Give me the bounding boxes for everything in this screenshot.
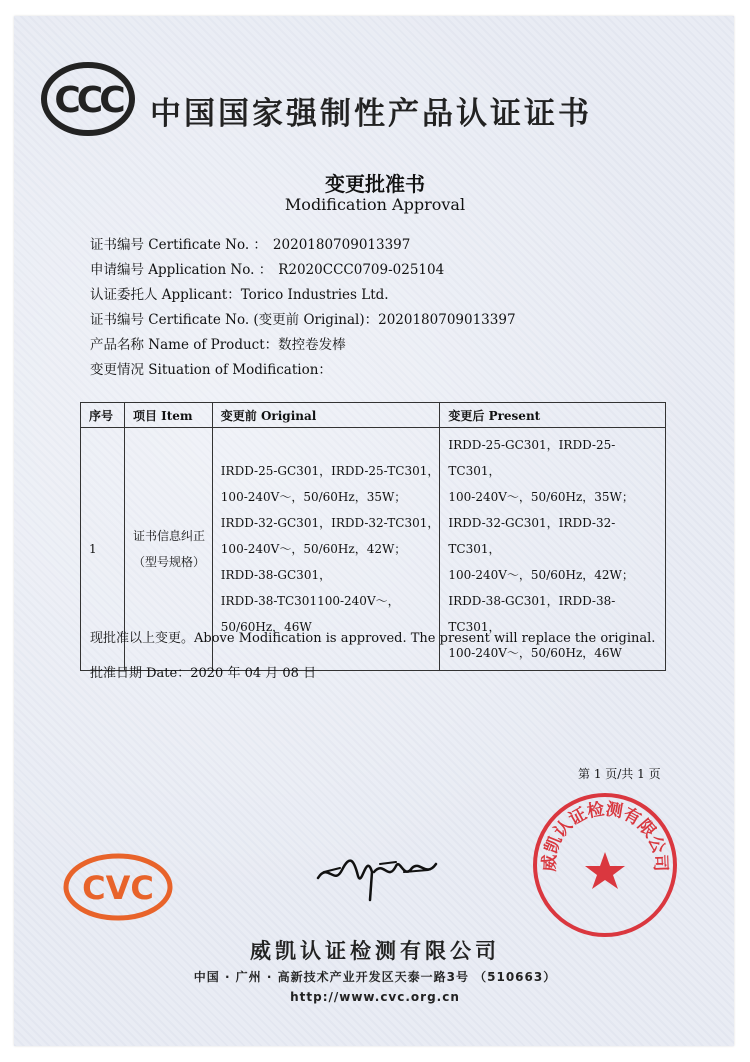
svg-text:CCC: CCC [54, 80, 122, 121]
page-number: 第 1 页/共 1 页 [578, 767, 661, 781]
svg-text:CVC: CVC [82, 869, 154, 907]
document-title-cn: 变更批准书 [325, 172, 425, 196]
product-row [90, 333, 346, 353]
present-line: IRDD-25-GC301，IRDD-25-TC301， [448, 438, 616, 478]
application-no-label: 申请编号 Application No. ： [90, 262, 273, 278]
original-line: 50/60Hz，46W [220, 620, 312, 634]
svg-text:威凯认证检测有限公司: 威凯认证检测有限公司 [539, 799, 671, 872]
cvc-logo [62, 852, 174, 922]
situation-row [90, 358, 332, 378]
official-seal [530, 790, 680, 940]
document-title-en: Modification Approval [284, 195, 466, 214]
header-present: 变更后 Present [440, 403, 666, 428]
header-original: 变更前 Original [212, 403, 440, 428]
original-line: IRDD-38-TC301100-240V～， [220, 594, 400, 608]
certificate-no-value: 2020180709013397 [272, 237, 411, 253]
signature [300, 842, 450, 902]
present-line: IRDD-38-GC301，IRDD-38-TC301， [448, 594, 616, 634]
certificate-no-label: 证书编号 Certificate No. ： [90, 237, 267, 253]
header-item: 项目 Item [124, 403, 212, 428]
date-value: 2020 年 04 月 08 日 [190, 666, 317, 681]
application-no-value: R2020CCC0709-025104 [278, 262, 445, 278]
applicant-value: Torico Industries Ltd. [240, 287, 389, 303]
date-label: 批准日期 Date： [90, 666, 191, 681]
original-line: IRDD-32-GC301，IRDD-32-TC301， [220, 516, 440, 530]
certificate-no-row [90, 233, 410, 253]
cell-seq: 1 [81, 428, 125, 671]
present-line: 100-240V～，50/60Hz，42W； [448, 568, 634, 582]
certificate-main-title: 中国国家强制性产品认证证书 [150, 96, 592, 132]
approval-date-row [90, 662, 316, 681]
original-cert-row [90, 308, 516, 328]
original-cert-label: 证书编号 Certificate No. (变更前 Original)： [90, 312, 379, 328]
approval-statement: 现批准以上变更。Above Modification is approved. The present will replace the original. [90, 631, 656, 646]
original-line: 100-240V～，50/60Hz，42W； [220, 542, 407, 556]
ccc-logo [38, 60, 138, 138]
applicant-label: 认证委托人 Applicant： [90, 287, 241, 303]
company-address: 中国 · 广州 · 高新技术产业开发区天泰一路3号 （510663） [193, 970, 557, 984]
original-cert-value: 2020180709013397 [378, 312, 516, 328]
present-line: 100-240V～，50/60Hz，35W； [448, 490, 634, 504]
product-label: 产品名称 Name of Product： [90, 337, 279, 353]
header-seq: 序号 [81, 403, 125, 428]
original-line: 100-240V～，50/60Hz，35W； [220, 490, 407, 504]
company-url[interactable]: http://www.cvc.org.cn [290, 990, 460, 1004]
original-line: IRDD-25-GC301，IRDD-25-TC301， [220, 464, 440, 478]
original-line: IRDD-38-GC301， [220, 568, 332, 582]
present-line: 100-240V～，50/60Hz，46W [448, 646, 622, 660]
product-value: 数控卷发棒 [278, 337, 346, 353]
situation-label: 变更情况 Situation of Modification： [90, 362, 332, 378]
cell-item: 证书信息纠正（型号规格） [124, 428, 212, 671]
applicant-row [90, 283, 389, 303]
company-name: 威凯认证检测有限公司 [250, 939, 500, 963]
application-no-row [90, 258, 444, 278]
present-line: IRDD-32-GC301，IRDD-32-TC301， [448, 516, 616, 556]
table-header-row [81, 403, 666, 428]
